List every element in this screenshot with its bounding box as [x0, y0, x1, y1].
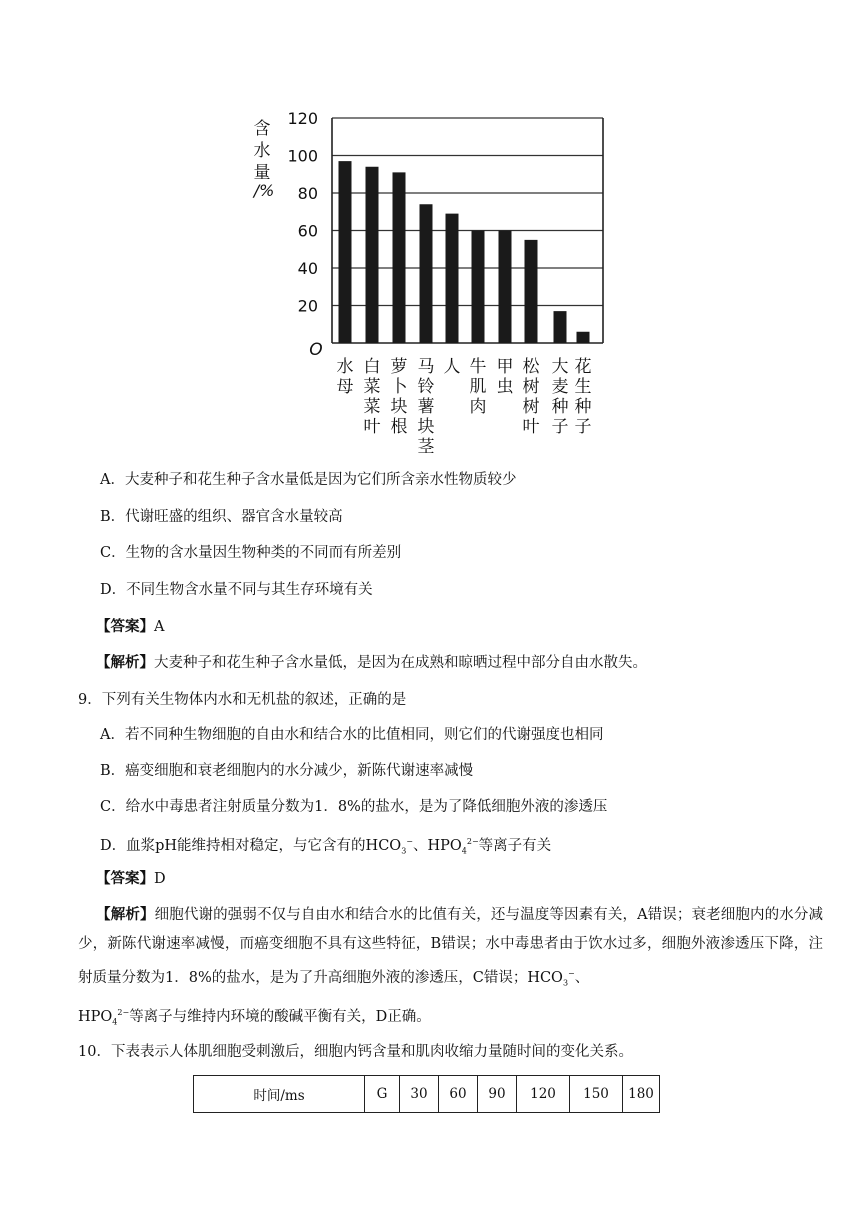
- q9-option-a: A．若不同种生物细胞的自由水和结合水的比值相同，则它们的代谢强度也相同: [100, 727, 604, 743]
- table-header-cell: 时间/ms: [194, 1076, 365, 1113]
- category-char: 虫: [496, 377, 514, 397]
- category-char: 肉: [469, 397, 487, 417]
- x-category-label: [444, 357, 461, 377]
- q9-option-b: B．癌变细胞和衰老细胞内的水分减少，新陈代谢速率减慢: [100, 763, 474, 779]
- hco3-subscript: 3: [562, 978, 569, 988]
- y-axis-label: [252, 119, 275, 200]
- category-char: 水: [336, 357, 354, 377]
- q9-analysis: [78, 900, 823, 1036]
- bar-白菜菜叶: [366, 167, 379, 343]
- hco3-subscript: 3: [401, 846, 407, 856]
- category-char: 菜: [363, 377, 381, 397]
- option-d-text-3: 等离子有关: [478, 837, 552, 854]
- analysis-text-2: 、: [574, 969, 590, 986]
- x-category-label: [470, 357, 487, 417]
- category-char: 子: [574, 417, 592, 437]
- answer-value: A: [154, 619, 165, 635]
- bar-萝卜块根: [393, 172, 406, 343]
- q8-option-c: C．生物的含水量因生物种类的不同而有所差别: [100, 545, 402, 561]
- category-char: 牛: [469, 357, 487, 377]
- analysis-text: 大麦种子和花生种子含水量低，是因为在成熟和晾晒过程中部分自由水散失。: [154, 655, 647, 671]
- category-char: 叶: [522, 417, 540, 437]
- bar-大麦种子: [554, 311, 567, 343]
- category-char: 大: [551, 357, 569, 377]
- y-tick-label: 60: [297, 221, 318, 241]
- category-char: 菜: [363, 397, 381, 417]
- category-char: 肌: [469, 377, 487, 397]
- category-char: 种: [574, 397, 592, 417]
- category-char: 母: [336, 377, 354, 397]
- hpo4-charge: 2−: [466, 837, 479, 846]
- y-label-char: 水: [253, 141, 271, 161]
- y-tick-label: 40: [297, 259, 318, 278]
- bar-花生种子: [577, 332, 590, 343]
- category-char: 白: [363, 357, 381, 377]
- option-d-text-1: D．血浆pH能维持相对稳定，与它含有的HCO: [100, 837, 402, 854]
- category-char: 甲: [496, 357, 514, 377]
- water-content-chart: [250, 108, 630, 458]
- x-category-label: [337, 357, 354, 397]
- category-char: 麦: [551, 377, 569, 397]
- category-char: 铃: [417, 377, 435, 397]
- category-char: 卜: [390, 377, 408, 397]
- x-category-label: [497, 357, 514, 397]
- answer-label: 【答案】: [96, 618, 154, 635]
- answer-value: D: [154, 871, 166, 887]
- category-char: 叶: [363, 417, 381, 437]
- q10-stem: 10．下表表示人体肌细胞受刺激后，细胞内钙含量和肌肉收缩力量随时间的变化关系。: [78, 1044, 633, 1060]
- q9-option-d: [100, 832, 551, 862]
- analysis-text-3: 等离子与维持内环境的酸碱平衡有关，D正确。: [129, 1008, 431, 1025]
- y-tick-label: 20: [297, 296, 318, 316]
- bar-松树树叶: [525, 240, 538, 343]
- hco3-charge: −: [568, 969, 575, 978]
- analysis-label: 【解析】: [96, 654, 154, 671]
- y-ticks: [287, 109, 322, 360]
- category-char: 块: [390, 397, 408, 417]
- category-char: 块: [417, 417, 435, 437]
- category-char: 子: [551, 417, 569, 437]
- y-tick-label: 80: [297, 184, 318, 203]
- category-char: 树: [522, 377, 540, 397]
- hpo4-subscript: 4: [461, 846, 467, 856]
- category-char: 人: [443, 357, 461, 377]
- q9-answer: [96, 869, 166, 889]
- q8-analysis: [96, 653, 647, 673]
- category-char: 生: [574, 377, 592, 397]
- q8-answer: [96, 617, 164, 637]
- y-label-unit: /%: [253, 181, 275, 200]
- table-header-cell: 180: [623, 1076, 660, 1113]
- category-char: 根: [390, 417, 408, 437]
- hpo4-charge: 2−: [117, 1007, 130, 1017]
- category-char: 茎: [417, 437, 435, 457]
- table-header-cell: 30: [400, 1076, 439, 1113]
- origin-label: O: [309, 340, 323, 360]
- x-category-label: [364, 357, 381, 437]
- table-header-cell: 150: [570, 1076, 623, 1113]
- table-header-cell: 60: [439, 1076, 478, 1113]
- hpo4-subscript: 4: [112, 1017, 118, 1027]
- analysis-hpo: HPO: [78, 1008, 113, 1025]
- answer-label: 【答案】: [96, 870, 154, 887]
- x-category-label: [418, 357, 437, 457]
- table-row: [194, 1076, 660, 1113]
- category-char: 种: [551, 397, 569, 417]
- bar-牛肌肉: [472, 231, 485, 344]
- hco3-charge: −: [406, 837, 413, 846]
- x-category-label: [552, 357, 569, 437]
- y-tick-label: 120: [287, 109, 318, 128]
- category-char: 花: [574, 357, 592, 377]
- bar-甲虫: [499, 231, 512, 344]
- option-d-text-2: 、HPO: [412, 837, 462, 854]
- analysis-text-1: 细胞代谢的强弱不仅与自由水和结合水的比值有关，还与温度等因素有关，A错误；衰老细胞内的水分减少，新陈代谢速率减慢，而癌变细胞不具有这些特征，B错误；水中毒患者由于饮水过多，细胞外液渗透压下降，注射质量分数为1．8%的盐水，是为了升高细胞外液的渗透压，C错误；HCO: [78, 907, 824, 986]
- q10-table: [193, 1075, 660, 1113]
- q8-option-b: B．代谢旺盛的组织、器官含水量较高: [100, 509, 343, 525]
- y-tick-label: 100: [287, 146, 318, 166]
- analysis-label: 【解析】: [96, 906, 155, 923]
- category-char: 树: [522, 397, 540, 417]
- q9-option-c: C．给水中毒患者注射质量分数为1．8%的盐水，是为了降低细胞外液的渗透压: [100, 799, 608, 815]
- bar-马铃薯块茎: [420, 204, 433, 343]
- category-char: 萝: [390, 357, 408, 377]
- category-char: 薯: [417, 397, 435, 417]
- category-char: 松: [522, 357, 540, 377]
- q9-stem: 9．下列有关生物体内水和无机盐的叙述，正确的是: [78, 692, 407, 708]
- table-header-cell: 90: [478, 1076, 517, 1113]
- table-header-cell: G: [365, 1076, 400, 1113]
- table-header-cell: 120: [517, 1076, 570, 1113]
- x-categories: [337, 356, 592, 457]
- x-category-label: [523, 357, 541, 437]
- y-label-char: 含: [253, 119, 271, 139]
- y-label-char: 量: [253, 163, 271, 183]
- category-char: 马: [417, 357, 435, 377]
- bars: [339, 161, 590, 343]
- bar-人: [446, 214, 459, 343]
- q8-option-a: A．大麦种子和花生种子含水量低是因为它们所含亲水性物质较少: [100, 472, 517, 488]
- x-category-label: [391, 356, 408, 437]
- bar-水母: [339, 161, 352, 343]
- q8-option-d: D．不同生物含水量不同与其生存环境有关: [100, 582, 373, 598]
- x-category-label: [575, 357, 592, 437]
